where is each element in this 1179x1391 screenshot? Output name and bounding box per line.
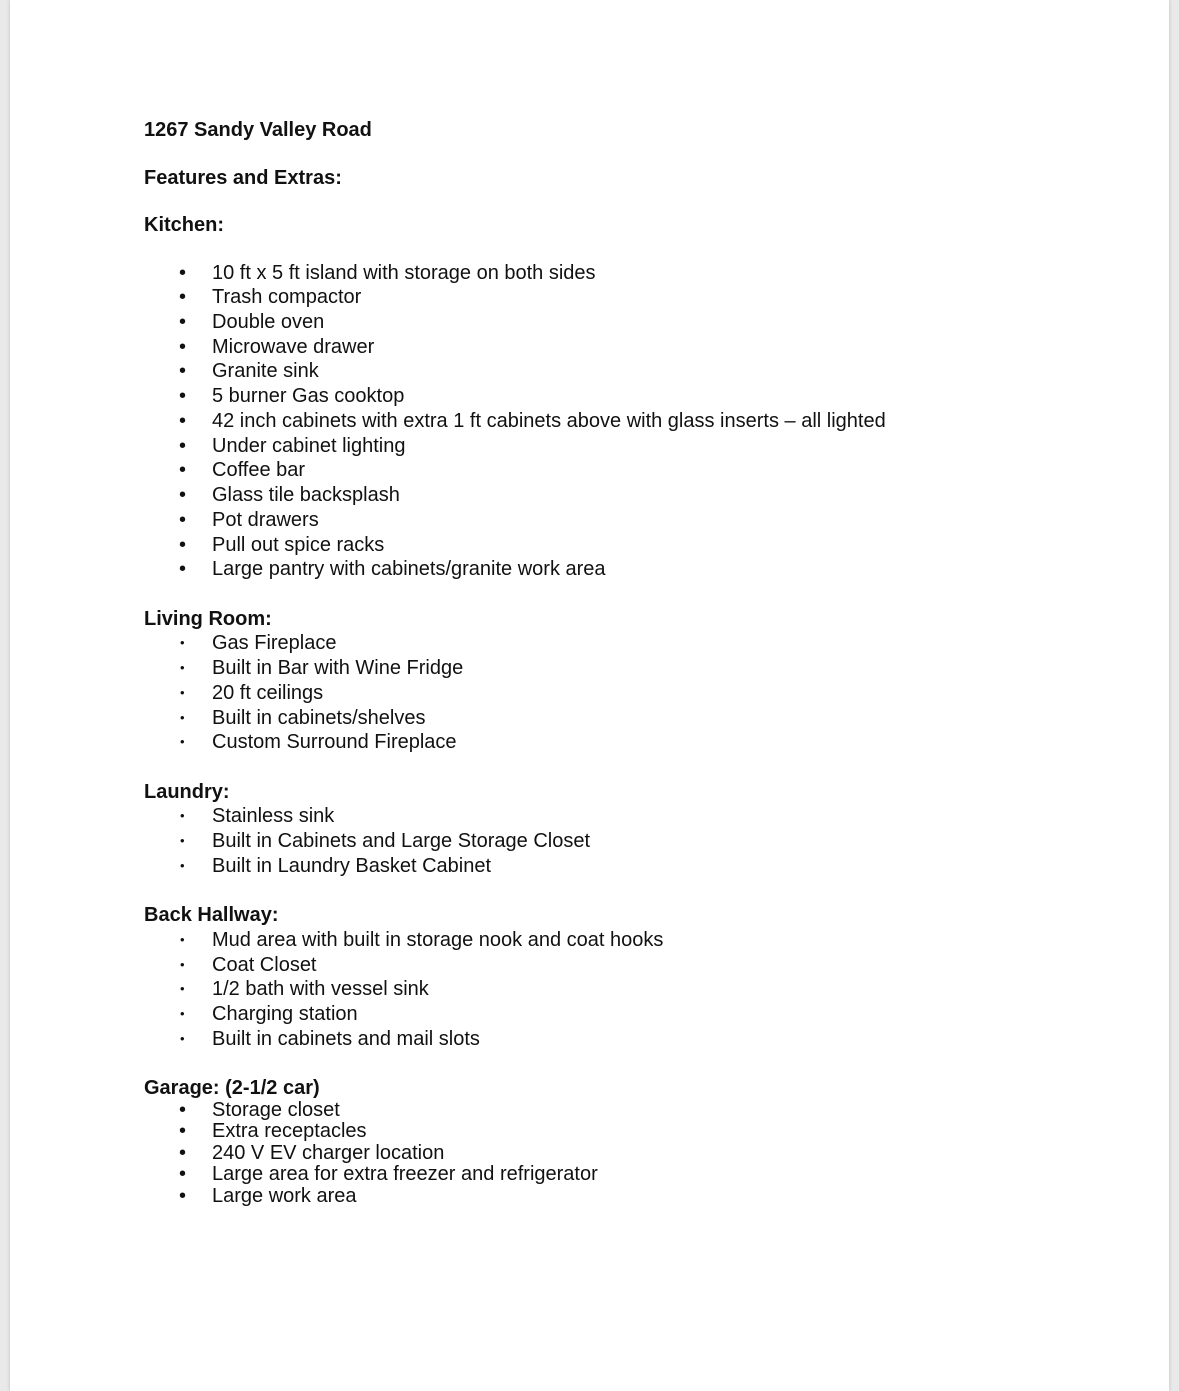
bullet-icon: • (180, 710, 185, 725)
bullet-icon: • (180, 635, 185, 650)
section-heading-kitchen: Kitchen: (144, 214, 224, 236)
bullet-icon: • (180, 833, 185, 848)
bullet-icon: • (180, 1031, 185, 1046)
section-heading-garage: Garage: (2-1/2 car) (144, 1077, 320, 1099)
bullet-icon: • (180, 685, 185, 700)
bullet-icon: • (180, 957, 185, 972)
bullet-icon: • (179, 360, 187, 382)
bullet-icon: • (179, 311, 187, 333)
bullet-icon: • (179, 336, 187, 358)
bullet-icon: • (179, 262, 187, 284)
document-page: 1267 Sandy Valley Road Features and Extras: Kitchen: • 10 ft x 5 ft island with storage on both sides • Trash compactor • Double oven • Microwave drawer • Granite sink • 5 burner Gas cooktop • 42 inch cabinets with extra 1 ft cabinets above with glass inserts – all lighted • Under cabinet lighting • Coffee bar • Glass tile backsplash • Pot drawers • Pull out spice racks • Large pantry with cabinets/granite work area Living Room: • Gas Fireplace • Built in Bar with Wine Fridge • 20 ft ceilings • Built in cabinets/shelves • Custom Surround Fireplace Laundry: • Stainless sink • Built in Cabinets and Large Storage Closet • Built in Laundry Basket Cabinet Back Hallway: • Mud area with built in storage nook and coat hooks • Coat Closet • 1/2 bath with vessel sink • Charging station • Built in cabinets and mail slots Garage: (2-1/2 car) • Storage closet • Extra receptacles • 240 V EV charger location • Large area for extra freezer and refrigerator • Large work area (10, 0, 1169, 1391)
bullet-icon: • (179, 385, 187, 407)
bullet-icon: • (179, 286, 187, 308)
bullet-icon: • (180, 932, 185, 947)
bullet-icon: • (179, 558, 187, 580)
bullet-icon: • (179, 435, 187, 457)
bullet-icon: • (179, 410, 187, 432)
bullet-icon: • (179, 484, 187, 506)
bullet-icon: • (179, 534, 187, 556)
document-title: 1267 Sandy Valley Road (144, 119, 372, 141)
bullet-icon: • (180, 808, 185, 823)
bullet-icon: • (180, 858, 185, 873)
section-heading-laundry: Laundry: (144, 781, 230, 803)
bullet-icon: • (179, 1099, 187, 1121)
bullet-icon: • (179, 1163, 187, 1185)
bullet-icon: • (179, 509, 187, 531)
bullet-icon: • (179, 1142, 187, 1164)
document-subtitle: Features and Extras: (144, 167, 342, 189)
section-heading-living-room: Living Room: (144, 608, 272, 630)
bullet-icon: • (180, 734, 185, 749)
bullet-icon: • (180, 660, 185, 675)
bullet-icon: • (179, 1185, 187, 1207)
bullet-icon: • (180, 1006, 185, 1021)
bullet-icon: • (179, 459, 187, 481)
section-heading-back-hallway: Back Hallway: (144, 904, 279, 926)
bullet-icon: • (179, 1120, 187, 1142)
bullet-icon: • (180, 981, 185, 996)
